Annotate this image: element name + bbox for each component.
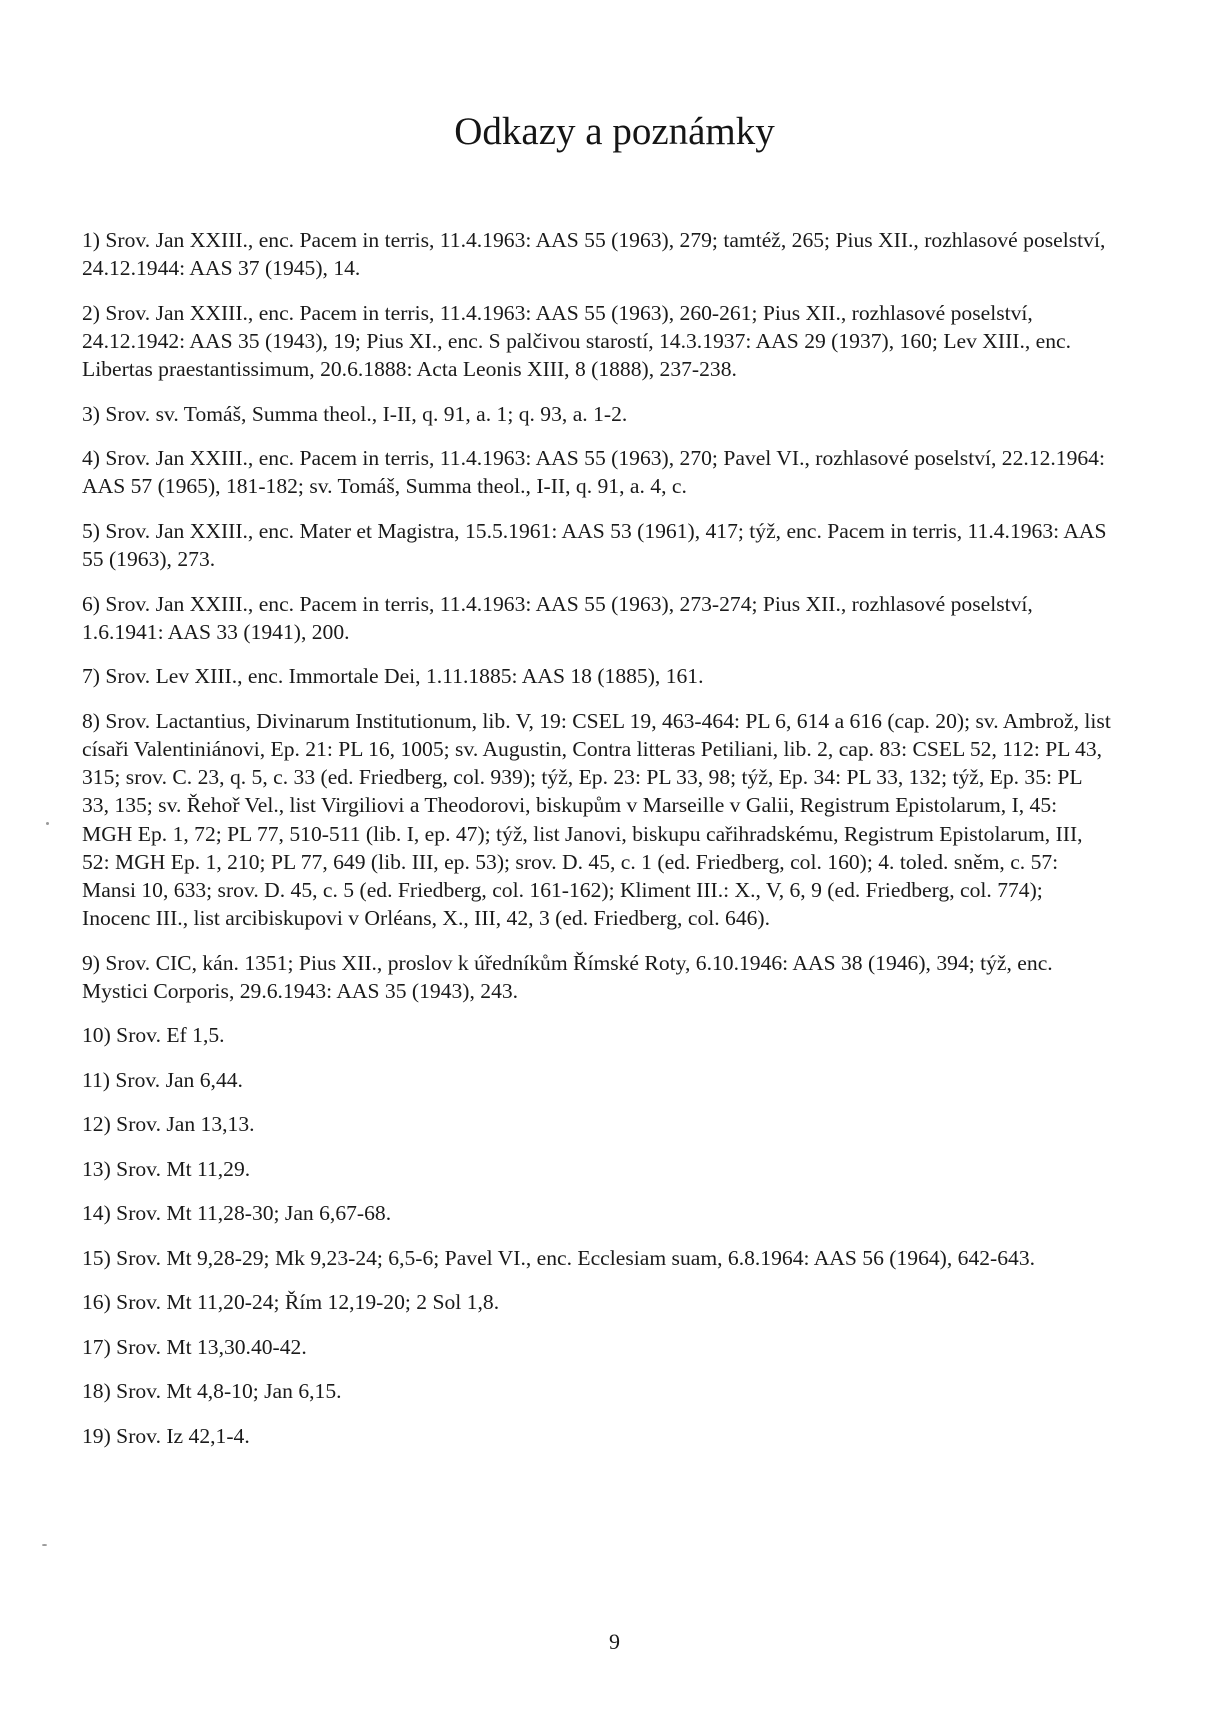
note-item: 15) Srov. Mt 9,28-29; Mk 9,23-24; 6,5-6; Pavel VI., enc. Ecclesiam suam, 6.8.1964: AAS 56 (1964), 642-643. — [82, 1245, 1036, 1270]
note-item: 13) Srov. Mt 11,29. — [82, 1156, 251, 1181]
scan-speck — [42, 1544, 47, 1546]
page-number: 9 — [609, 1629, 620, 1654]
note-item: 14) Srov. Mt 11,28-30; Jan 6,67-68. — [82, 1201, 392, 1226]
note-item: 2) Srov. Jan XXIII., enc. Pacem in terris, 11.4.1963: AAS 55 (1963), 260-261; Pius XII., rozhlasové poselství, 24.12.1942: AAS 35 (1943), 19; Pius XI., enc. S palčivou starostí, 14.3.1937: AAS 29 (1937), 160; Lev XIII., enc. Libertas praestantissimum, 20.6.1888: Acta Leonis XIII, 8 (1888), 237-238. — [82, 300, 1072, 382]
note-item: 18) Srov. Mt 4,8-10; Jan 6,15. — [82, 1379, 342, 1404]
note-item: 8) Srov. Lactantius, Divinarum Institutionum, lib. V, 19: CSEL 19, 463-464: PL 6, 614 a 616 (cap. 20); sv. Ambrož, list císaři Valentiniánovi, Ep. 21: PL 16, 1005; sv. Augustin, Contra litteras Petiliani, lib. 2, cap. 83: CSEL 52, 112: PL 43, 315; srov. C. 23, q. 5, c. 33 (ed. Friedberg, col. 939); týž, Ep. 23: PL 33, 98; týž, Ep. 34: PL 33, 132; týž, Ep. 35: PL 33, 135; sv. Řehoř Vel., list Virgiliovi a Theodorovi, biskupům v Marseille v Galii, Registrum Epistolarum, I, 45: MGH Ep. 1, 72; PL 77, 510-511 (lib. I, ep. 47); týž, list Janovi, biskupu cařihradskému, Registrum Epistolarum, III, 52: MGH Ep. 1, 210; PL 77, 649 (lib. III, ep. 53); srov. D. 45, c. 1 (ed. Friedberg, col. 160); 4. toled. sněm, c. 57: Mansi 10, 633; srov. D. 45, c. 5 (ed. Friedberg, col. 161-162); Kliment III.: X., V, 6, 9 (ed. Friedberg, col. 774); Inocenc III., list arcibiskupovi v Orléans, X., III, 42, 3 (ed. Friedberg, col. 646). — [82, 708, 1111, 931]
page-title: Odkazy a poznámky — [454, 110, 775, 153]
note-item: 6) Srov. Jan XXIII., enc. Pacem in terris, 11.4.1963: AAS 55 (1963), 273-274; Pius XII., rozhlasové poselství, 1.6.1941: AAS 33 (1941), 200. — [82, 591, 1033, 644]
scan-speck — [46, 822, 49, 825]
note-item: 11) Srov. Jan 6,44. — [82, 1067, 243, 1092]
note-item: 16) Srov. Mt 11,20-24; Řím 12,19-20; 2 Sol 1,8. — [82, 1290, 500, 1315]
note-item: 4) Srov. Jan XXIII., enc. Pacem in terris, 11.4.1963: AAS 55 (1963), 270; Pavel VI., rozhlasové poselství, 22.12.1964: AAS 57 (1965), 181-182; sv. Tomáš, Summa theol., I-II, q. 91, a. 4, c. — [82, 446, 1105, 499]
note-item: 3) Srov. sv. Tomáš, Summa theol., I-II, q. 91, a. 1; q. 93, a. 1-2. — [82, 401, 628, 426]
note-item: 9) Srov. CIC, kán. 1351; Pius XII., proslov k úředníkům Římské Roty, 6.10.1946: AAS 38 (1946), 394; týž, enc. Mystici Corporis, 29.6.1943: AAS 35 (1943), 243. — [82, 950, 1053, 1003]
notes-list — [82, 226, 1112, 1466]
note-item: 19) Srov. Iz 42,1-4. — [82, 1423, 250, 1448]
note-item: 5) Srov. Jan XXIII., enc. Mater et Magistra, 15.5.1961: AAS 53 (1961), 417; týž, enc. Pacem in terris, 11.4.1963: AAS 55 (1963), 273. — [82, 518, 1107, 572]
note-item: 12) Srov. Jan 13,13. — [82, 1112, 255, 1137]
note-item: 1) Srov. Jan XXIII., enc. Pacem in terris, 11.4.1963: AAS 55 (1963), 279; tamtéž, 265; Pius XII., rozhlasové poselství, 24.12.1944: AAS 37 (1945), 14. — [82, 228, 1106, 281]
note-item: 7) Srov. Lev XIII., enc. Immortale Dei, 1.11.1885: AAS 18 (1885), 161. — [82, 664, 704, 689]
note-item: 17) Srov. Mt 13,30.40-42. — [82, 1334, 307, 1359]
note-item: 10) Srov. Ef 1,5. — [82, 1023, 225, 1048]
